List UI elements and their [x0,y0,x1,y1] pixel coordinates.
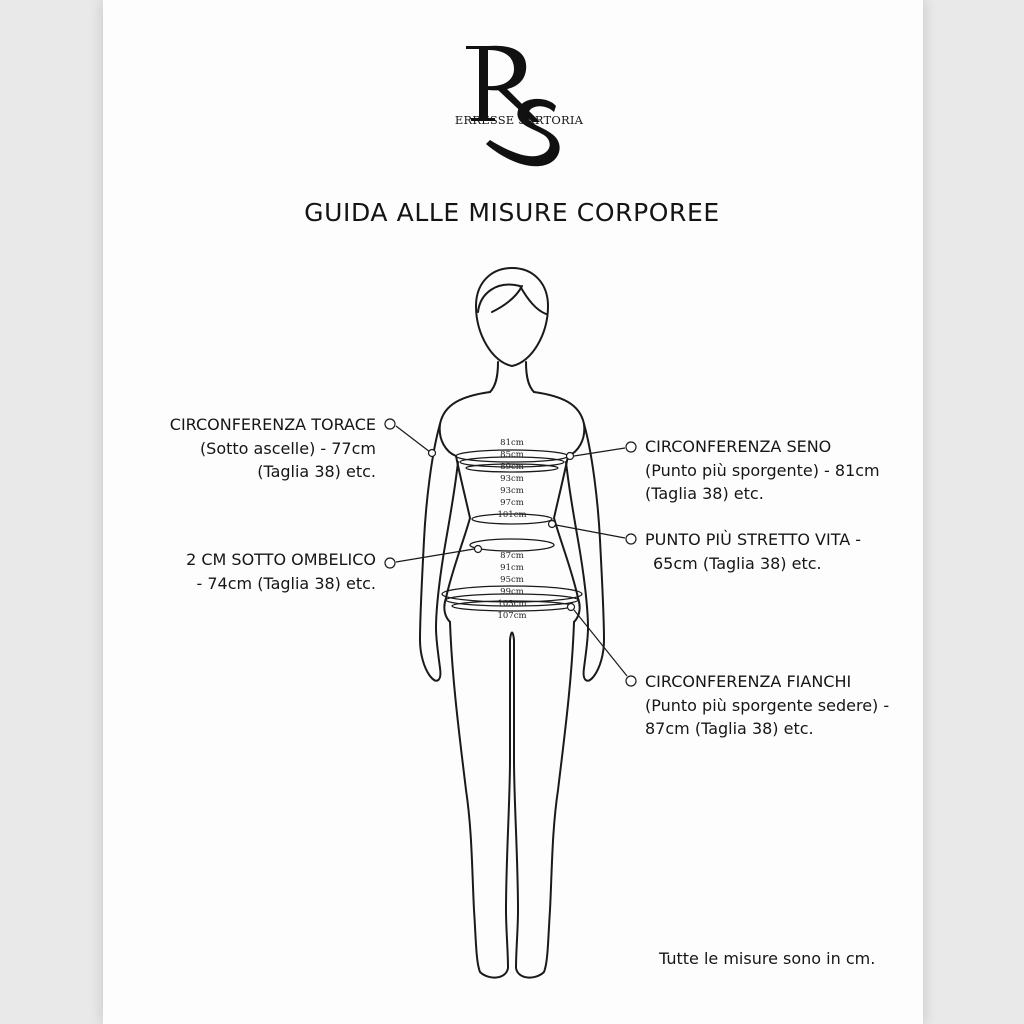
callout-seno-size: (Taglia 38) etc. [645,484,764,503]
callout-vita-title: PUNTO PIÙ STRETTO VITA - [645,530,862,549]
ombelico-leader [396,549,474,562]
callout-fianchi-detail: (Punto più sporgente sedere) - [645,695,890,715]
callout-seno-title: CIRCONFERENZA SENO [645,437,832,456]
callout-ombelico-detail: - 74cm (Taglia 38) etc. [196,573,376,593]
callout-seno [645,435,880,506]
right-leg-outline [514,622,574,978]
right-arm-outline [566,424,604,681]
scale-tick-label: 93cm [500,486,524,496]
scale-tick-label: 93cm [500,474,524,484]
scale-tick-label: 101cm [497,510,527,520]
brand-name: ERRESSE SARTORIA [454,113,584,127]
callout-vita [645,528,861,575]
callout-fianchi-size: 87cm (Taglia 38) etc. [645,719,814,738]
units-footnote: Tutte le misure sono in cm. [659,949,876,968]
scale-tick-label: 99cm [500,587,524,597]
callout-torace-size: (Taglia 38) etc. [257,462,376,481]
callout-ombelico-title: 2 CM SOTTO OMBELICO [186,550,376,569]
vita-leader [556,525,625,538]
callout-fianchi-title: CIRCONFERENZA FIANCHI [645,672,852,691]
callout-torace-title: CIRCONFERENZA TORACE [169,415,376,434]
callout-vita-detail: 65cm (Taglia 38) etc. [653,553,822,573]
callout-ombelico [100,548,376,595]
scale-tick-label: 95cm [500,575,524,585]
fianchi-leader [574,610,627,676]
scale-tick-label: 89cm [500,462,524,472]
scale-tick-label: 107cm [497,611,527,621]
seno-leader [574,448,625,456]
callout-torace-detail: (Sotto ascelle) - 77cm [199,438,376,458]
callout-fianchi [645,670,889,741]
callout-seno-detail: (Punto più sporgente) - 81cm [645,460,880,480]
left-leg-outline [450,622,510,978]
head-outline [476,268,548,366]
navel-band [470,539,554,551]
callout-torace [100,413,376,484]
scale-tick-label: 81cm [500,438,524,448]
scale-tick-label: 85cm [500,450,524,460]
scale-tick-label: 97cm [500,498,524,508]
scale-tick-label: 91cm [500,563,524,573]
page-title: GUIDA ALLE MISURE CORPOREE [304,198,720,227]
scale-tick-label: 87cm [500,551,524,561]
torace-leader [396,426,430,452]
scale-tick-label: 103cm [497,599,527,609]
